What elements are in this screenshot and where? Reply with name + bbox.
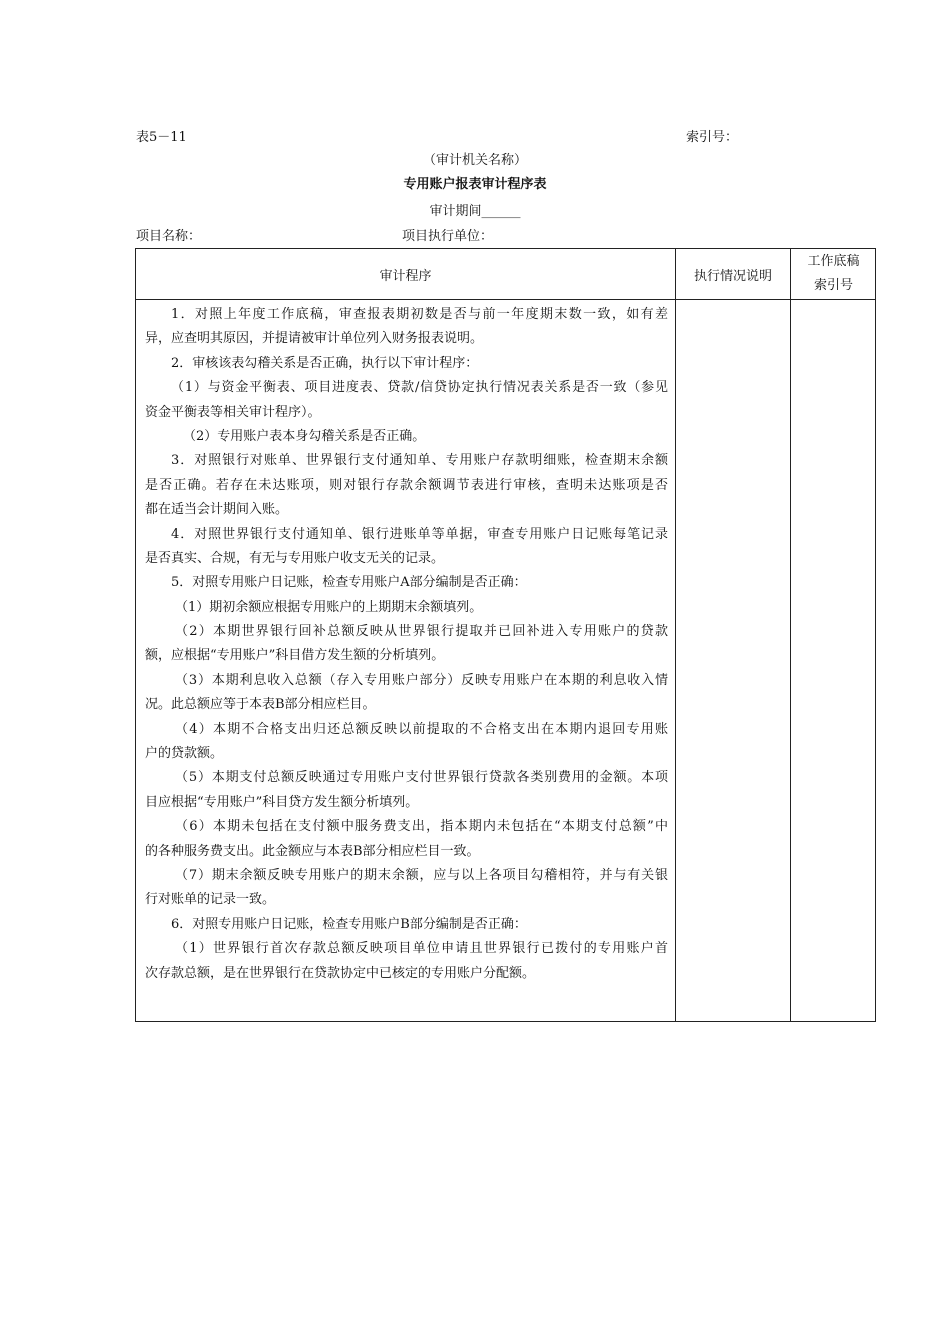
procedure-line: 额，应根据“专用账户”科目借方发生额的分析填列。 xyxy=(145,648,445,664)
procedure-line: 1．对照上年度工作底稿，审查报表期初数是否与前一年度期末数一致，如有差 xyxy=(171,307,668,322)
procedure-line: 况。此总额应等于本表B部分相应栏目。 xyxy=(145,697,376,713)
procedure-line: （1）世界银行首次存款总额反映项目单位申请且世界银行已拨付的专用账户首 xyxy=(175,941,668,957)
document-title: 专用账户报表审计程序表 xyxy=(403,177,547,192)
procedure-line: 3．对照银行对账单、世界银行支付通知单、专用账户存款明细账，检查期末余额 xyxy=(171,453,668,469)
procedure-line: 5．对照专用账户日记账，检查专用账户A部分编制是否正确： xyxy=(171,575,527,591)
procedure-line: （1）与资金平衡表、项目进度表、贷款/信贷协定执行情况表关系是否一致（参见 xyxy=(171,380,668,396)
procedure-line: 目应根据“专用账户”科目贷方发生额分析填列。 xyxy=(145,794,419,810)
procedure-line: 是否正确。若存在未达账项，则对银行存款余额调节表进行审核，查明未达账项是否 xyxy=(145,477,668,493)
procedure-line: （7）期末余额反映专用账户的期末余额，应与以上各项目勾稽相符，并与有关银 xyxy=(175,867,668,883)
column-header-procedure: 审计程序 xyxy=(379,268,432,284)
procedure-line: （3）本期利息收入总额（存入专用账户部分）反映专用账户在本期的利息收入情 xyxy=(175,672,668,688)
procedure-line: （6）本期未包括在支付额中服务费支出，指本期内未包括在“本期支付总额”中 xyxy=(175,819,668,835)
procedure-line: （5）本期支付总额反映通过专用账户支付世界银行贷款各类别费用的金额。本项 xyxy=(175,770,668,786)
column-divider xyxy=(675,249,676,1021)
procedure-line: 资金平衡表等相关审计程序）。 xyxy=(145,404,321,420)
project-unit-label: 项目执行单位： xyxy=(402,229,494,244)
index-number-label: 索引号： xyxy=(686,130,739,145)
procedure-line: 异，应查明其原因，并提请被审计单位列入财务报表说明。 xyxy=(145,331,484,347)
column-header-index: 索引号 xyxy=(813,278,853,293)
procedure-line: 户的贷款额。 xyxy=(145,746,224,762)
column-header-workpaper: 工作底稿 xyxy=(807,254,860,269)
column-divider xyxy=(790,249,791,1021)
procedure-text xyxy=(145,303,668,986)
audit-period: 审计期间______ xyxy=(429,204,521,219)
column-header-workpaper-ref xyxy=(791,249,876,299)
procedure-line: 2．审核该表勾稽关系是否正确，执行以下审计程序： xyxy=(171,355,479,371)
procedure-line: （2）本期世界银行回补总额反映从世界银行提取并已回补进入专用账户的贷款 xyxy=(175,624,668,640)
procedure-line: 6．对照专用账户日记账，检查专用账户B部分编制是否正确： xyxy=(171,916,527,932)
procedure-line: 是否真实、合规，有无与专用账户收支无关的记录。 xyxy=(145,550,445,566)
project-name-label: 项目名称： xyxy=(136,229,202,244)
procedure-line: 4．对照世界银行支付通知单、银行进账单等单据，审查专用账户日记账每笔记录 xyxy=(171,526,668,542)
procedure-line: 的各种服务费支出。此金额应与本表B部分相应栏目一致。 xyxy=(145,843,480,859)
procedure-line: （1）期初余额应根据专用账户的上期期末余额填列。 xyxy=(175,599,483,615)
procedure-line: （4）本期不合格支出归还总额反映以前提取的不合格支出在本期内退回专用账 xyxy=(175,721,668,737)
audit-org-name: （审计机关名称） xyxy=(422,153,527,168)
audit-procedure-table xyxy=(135,248,876,1022)
procedure-line: （2）专用账户表本身勾稽关系是否正确。 xyxy=(183,428,426,444)
procedure-line: 次存款总额，是在世界银行在贷款协定中已核定的专用账户分配额。 xyxy=(145,965,536,981)
table-number: 表5－11 xyxy=(136,130,187,145)
procedure-line: 行对账单的记录一致。 xyxy=(145,892,276,908)
header-divider xyxy=(136,299,875,300)
procedure-line: 都在适当会计期间入账。 xyxy=(145,502,289,518)
column-header-execution: 执行情况说明 xyxy=(693,268,772,284)
